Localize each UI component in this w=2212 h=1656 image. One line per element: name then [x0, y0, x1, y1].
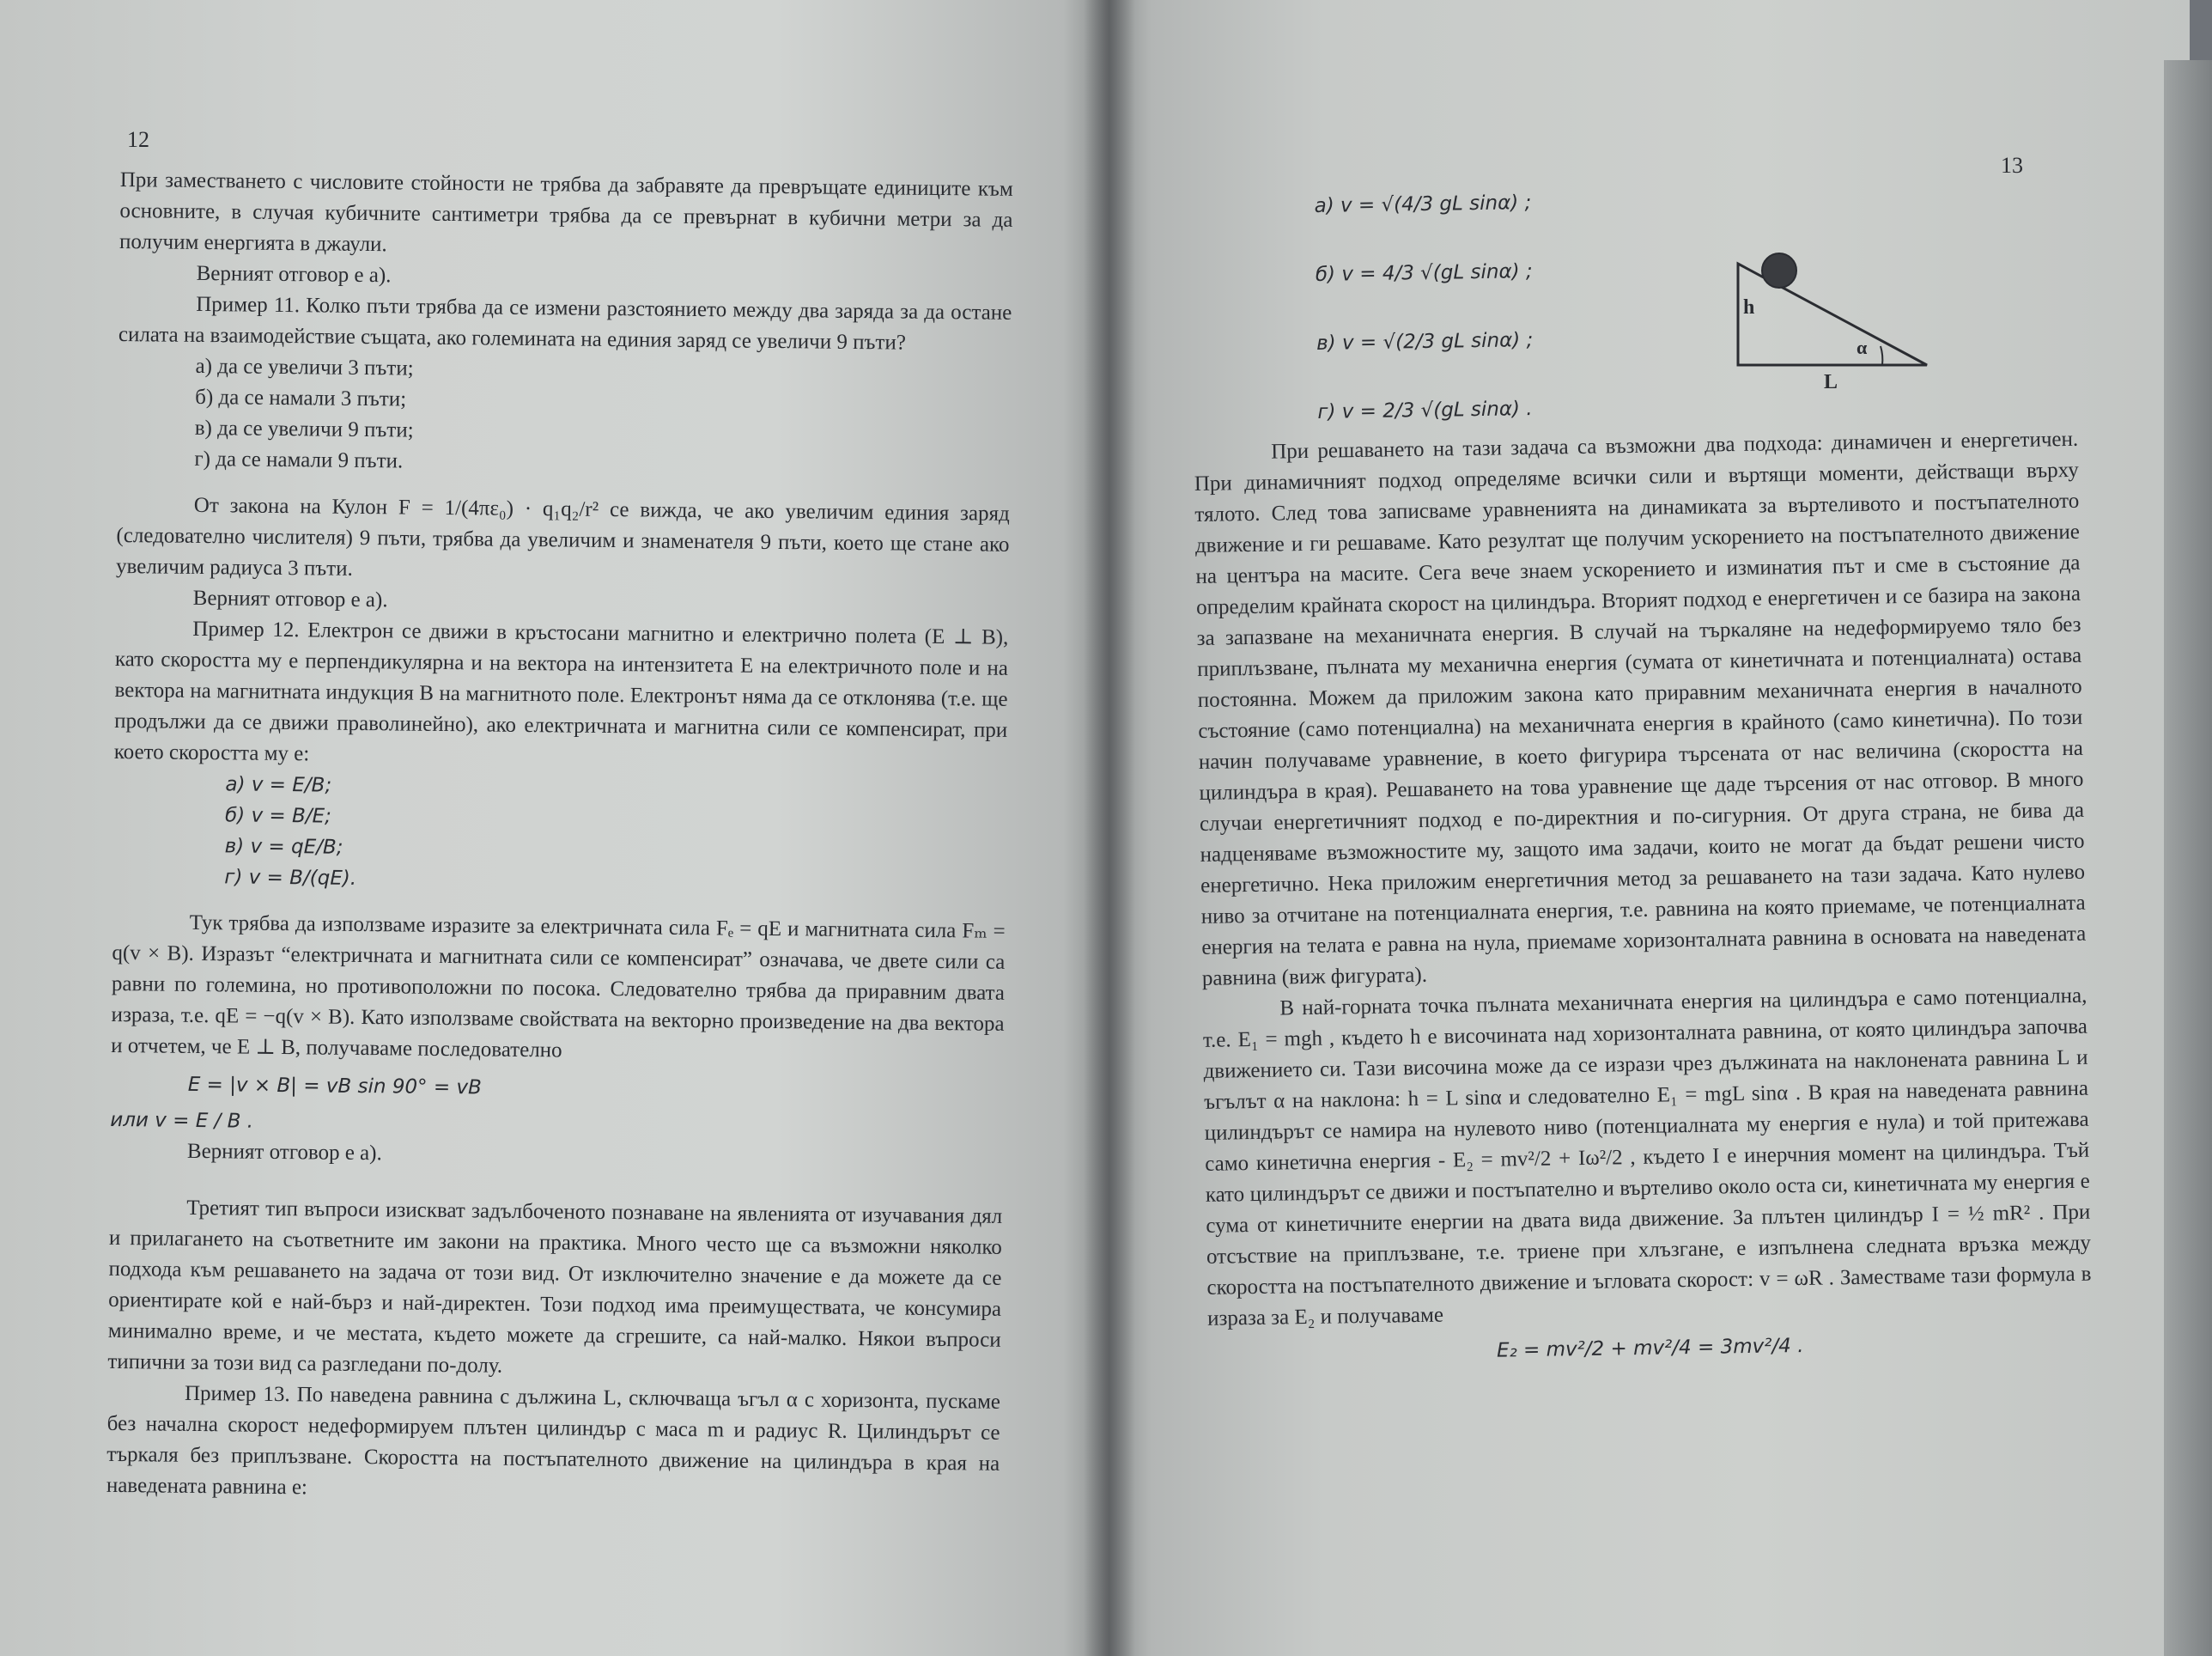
final-formula: E₂ = mv²/2 + mv²/4 = 3mv²/4 .: [1496, 1334, 1804, 1362]
book-gutter: [1084, 0, 1135, 1656]
forces-paragraph: Тук трябва да използваме изразите за електричната сила Fₑ = qE и магнитната сила Fₘ = q(v × B). Изразът “електричната и магнитната сили се компенсират” означава, че двете сили са равни по големина, но противоположни по посока. Следователно трябва да приравним двата израза, т.е. qE = −q(v × B). Като използваме свойствата на векторно произведение на два вектора и отчетем, че E ⊥ B, получаваме последователно: [111, 910, 1006, 1062]
option-a: а) да се увеличи 3 пъти;: [195, 354, 414, 381]
example-11: Пример 11. Колко пъти трябва да се измени разстоянието между два заряда за да остане силата на взаимодействие същата, ако големината на единия заряд се увеличи 9 пъти?: [118, 292, 1012, 355]
answer-line: Верният отговор е а).: [186, 1139, 382, 1166]
third-type-paragraph: Третият тип въпроси изискват задълбоченото познаване на явленията от изучавания дял и прилагането на съответните им закони на практика. Много често ще са възможни няколко подхода към решаването на задача от този вид. От изключително значение е да можете да се ориентирате кой е най-бърз и най-директен. Този подход има преимуществата, че консумира минимално време, и че местата, където можете да сгрешите, са най-малко. Някои въпроси типични за този вид са разгледани по-долу.: [107, 1196, 1003, 1378]
inclined-plane-figure: [1728, 245, 1951, 395]
formula-line: E = |v × B| = vB sin 90° = vB: [187, 1073, 483, 1099]
approaches-paragraph: При решаването на тази задача са възможни два подхода: динамичен и енергетичен. При динамичният подход определяме всички сили и въртящи моменти, действащи върху тялото. След това записваме уравненията на динамиката за въртеливото и постъпателното движение и ги решаваме. Като резултат ще получим ускорението на постъпателното движение на центъра на масите. Сега вече знаем ускорението и изминатия път и сме в състояние да определим крайната скорост на цилиндъра. Вторият подход е енергетичен и се базира на закона за запазване на механичната енергия. В случай на търкаляне на недеформируемо тяло без приплъзване, пълната му механична енергия (сумата от кинетичната и потенциалната) остава постоянна. Можем да приложим закона като приравним механичната енергия в началното състояние (само потенциална) на механичната енергия в крайното (само кинетична). По този начин получаваме уравнение, в което фигурира търсената от нас величина (скоростта на цилиндъра в края). Решаването на това уравнение ще даде търсения от нас отговор. В много случаи енергетичният подход е по-директния и по-сигурния. От друга страна, не бива да надценяваме възможностите му, защото има задачи, които не могат да бъдат решени чисто енергетично. Нека приложим енергетичния метод за решаването на тази задача. Като нулево ниво за отчитане на потенциалната енергия, т.е. равнина на която приемаме, че потенциалната енергия на телата е равна на нула, приемаме хоризонталната равнина в основата на наведената равнина (виж фигурата).: [1194, 427, 2087, 990]
option-d: г) да се намали 9 пъти.: [194, 447, 404, 473]
option-d: г) v = B/(qE).: [224, 866, 357, 890]
page-edges: [2164, 60, 2212, 1656]
formula-line: или v = E / B .: [110, 1108, 254, 1133]
coulomb-paragraph: От закона на Кулон F = 1/(4πε₀) · q₁q₂/r² се вижда, че ако увеличим единия заряд (следователно числителя) 9 пъти, трябва да увеличим и знаменателя 9 пъти, което ще стане ако увеличим радиуса 3 пъти.: [115, 493, 1010, 581]
answer-line: Верният отговор е а).: [192, 586, 388, 612]
label-h: h: [1743, 296, 1755, 319]
angle-arc: [1881, 346, 1882, 365]
example-13: Пример 13. По наведена равнина с дължина L, сключваща ъгъл α с хоризонта, пускаме без начална скорост недеформируем плътен цилиндър с маса m и радиус R. Цилиндърът се търкаля без приплъзване. Скоростта на постъпателното движение на цилиндъра в края на наведената равнина е:: [106, 1381, 1001, 1500]
cylinder: [1762, 253, 1796, 288]
paragraph: При заместването с числовите стойности не трябва да забравяте да превръщате единиците към основните, в случая кубичните сантиметри трябва да се превърнат в кубични метри за да получим енергията в джаули.: [118, 167, 1013, 257]
option-c: в) v = qE/B;: [224, 835, 343, 859]
answer-options: [1314, 166, 1679, 447]
option-b: б) да се намали 3 пъти;: [195, 385, 407, 411]
energy-paragraph: В най-горната точка пълната механичната енергия на цилиндъра е само потенциална, т.е. E₁ = mgh , където h е височината над хоризонталната равнина, от която цилиндъра започва движението си. Тази височина може да се изрази чрез дължината на наклонената равнина L и ъгълът α на наклона: h = L sinα и следователно E₁ = mgL sinα . В края на наведената равнина цилиндърът се намира на нулевото ниво (потенциалната му енергия е нула) и той притежава само кинетична енергия - E₂ = mv²/2 + Iω²/2 , където I е инерчния момент на цилиндъра. Тъй като цилиндърът се движи и постъпателно и въртеливо около оста си, кинетичната му енергия е сума от кинетичните енергии на двата вида движение. За плътен цилиндър I = ½ mR² . При отсъствие на приплъзване, т.е. триене при хлъзгане, е изпълнена следната връзка между скоростта на постъпателното движение и ъгловата скорост: v = ωR . Заместваме тази формула в израза за E₂ и получаваме: [1202, 983, 2092, 1330]
example-12: Пример 12. Електрон се движи в кръстосани магнитно и електрично полета (E ⊥ B), като скоростта му е перпендикулярна и на вектора на интензитета E на електричното поле и на вектора на магнитната индукция B на магнитното поле. Електронът няма да се отклонява (т.е. ще продължи да се движи праволинейно), ако електричната и магнитна сили се компенсират, при което скоростта му е:: [113, 617, 1009, 766]
option-c: в) да се увеличи 9 пъти;: [194, 416, 414, 442]
page-number-left: 12: [127, 127, 149, 152]
option-b: б) v = B/E;: [224, 804, 332, 828]
option-c: в) v = √(2/3 gL sinα) ;: [1316, 329, 1534, 355]
right-page: [1108, 0, 2190, 1656]
page-number-right: 13: [2001, 153, 2023, 178]
option-b: б) v = 4/3 √(gL sinα) ;: [1315, 260, 1533, 286]
option-a: а) v = E/B;: [225, 773, 332, 797]
answer-line: Верният отговор е а).: [196, 261, 392, 288]
right-page-text: [1194, 424, 2093, 1371]
option-a: а) v = √(4/3 gL sinα) ;: [1314, 192, 1532, 217]
label-l: L: [1824, 371, 1838, 393]
label-alpha: α: [1856, 337, 1868, 358]
option-d: г) v = 2/3 √(gL sinα) .: [1317, 398, 1533, 423]
left-page-text: [106, 165, 1013, 1511]
